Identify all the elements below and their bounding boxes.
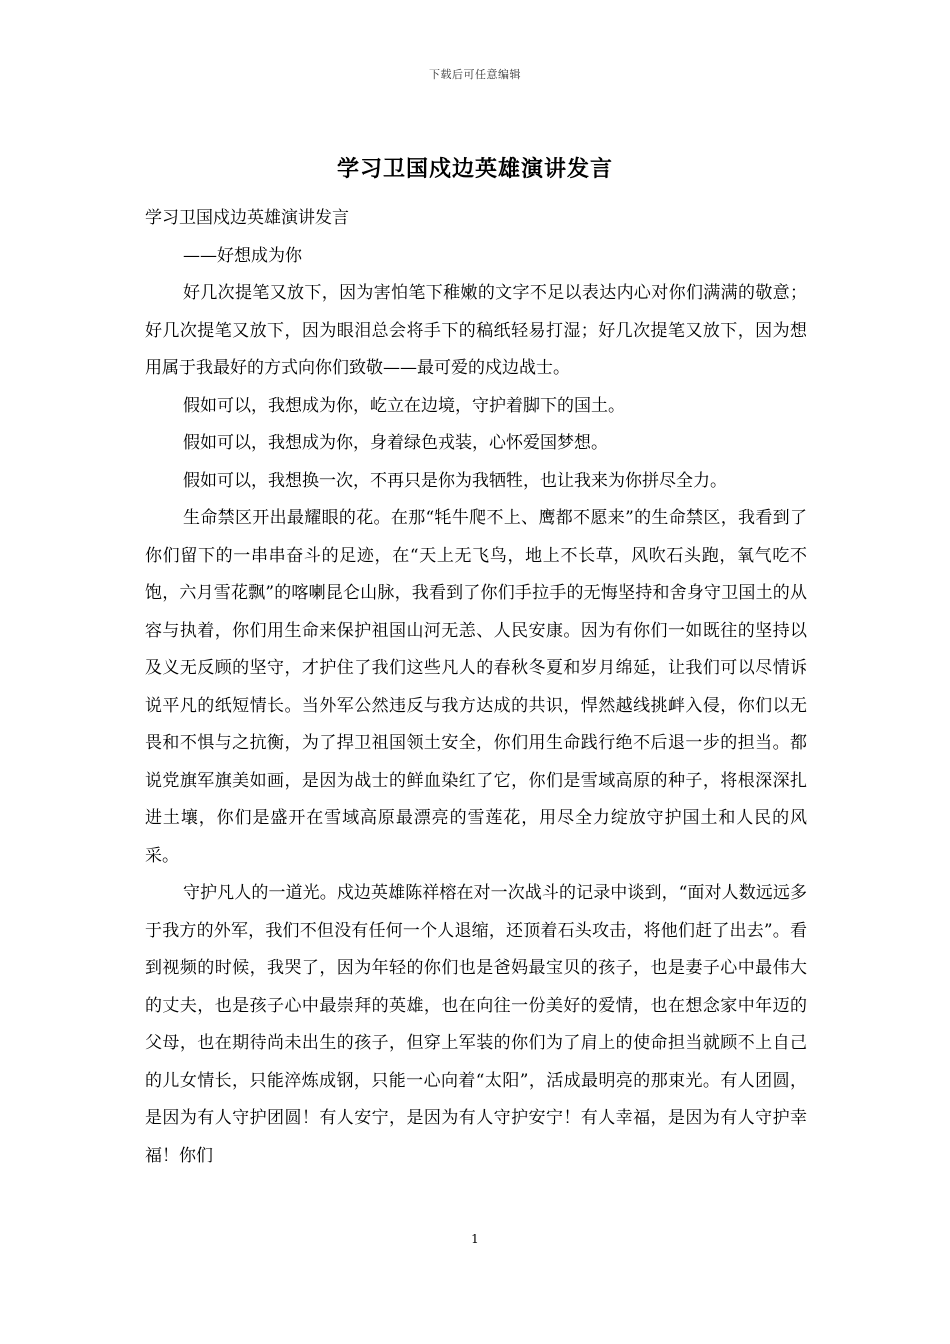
- document-title: 学习卫国戍边英雄演讲发言: [336, 156, 613, 182]
- paragraph-wish-2: 假如可以，我想成为你，身着绿色戎装，心怀爱国梦想。: [183, 433, 608, 453]
- paragraph-wish-3: 假如可以，我想换一次，不再只是你为我牺牲，也让我来为你拼尽全力。: [183, 470, 727, 491]
- paragraph-wish-1: 假如可以，我想成为你，屹立在边境，守护着脚下的国土。: [183, 395, 625, 416]
- paragraph-guarding-light: 守护凡人的一道光。戍边英雄陈祥榕在对一次战斗的记录中谈到，“面对人数远远多于我方的外军，我们不但没有任何一个人退缩，还顶着石头攻击，将他们赶了出去”。看到视频的时候，我哭了，因为年轻的你们也是爸妈最宝贝的孩子，也是妻子心中最伟大的丈夫，也是孩子心中最崇拜的英雄，也在向往一份美好的爱情，也在想念家中年迈的父母，也在期待尚未出生的孩子，但穿上军装的你们为了肩上的使命担当就顾不上自己的儿女情长，只能淬炼成钢，只能一心向着“太阳”，活成最明亮的那束光。有人团圆，是因为有人守护团圆！有人安宁，是因为有人守护安宁！有人幸福，是因为有人守护幸福！你们: [145, 883, 807, 1166]
- document-body: [145, 200, 807, 1175]
- byline: ——好想成为你: [183, 245, 302, 266]
- subtitle-line: 学习卫国戍边英雄演讲发言: [145, 208, 349, 228]
- paragraph-life-forbidden-zone: 生命禁区开出最耀眼的花。在那“牦牛爬不上、鹰都不愿来”的生命禁区，我看到了你们留下的一串串奋斗的足迹，在“天上无飞鸟，地上不长草，风吹石头跑，氧气吃不饱，六月雪花飘”的喀喇昆仑山脉，我看到了你们手拉手的无悔坚持和舍身守卫国土的从容与执着，你们用生命来保护祖国山河无恙、人民安康。因为有你们一如既往的坚持以及义无反顾的坚守，才护住了我们这些凡人的春秋冬夏和岁月绵延，让我们可以尽情诉说平凡的纸短情长。当外军公然违反与我方达成的共识，悍然越线挑衅入侵，你们以无畏和不惧与之抗衡，为了捍卫祖国领土安全，你们用生命践行绝不后退一步的担当。都说党旗军旗美如画，是因为战士的鲜血染红了它，你们是雪域高原的种子，将根深深扎进土壤，你们是盛开在雪域高原最漂亮的雪莲花，用尽全力绽放守护国土和人民的风采。: [145, 508, 807, 866]
- paragraph-intro: 好几次提笔又放下，因为害怕笔下稚嫩的文字不足以表达内心对你们满满的敬意；好几次提笔又放下，因为眼泪总会将手下的稿纸轻易打湿；好几次提笔又放下，因为想用属于我最好的方式向你们致敬——最可爱的戍边战士。: [145, 283, 807, 378]
- page-number: 1: [471, 1232, 479, 1246]
- page-header-note: 下载后可任意编辑: [429, 68, 521, 81]
